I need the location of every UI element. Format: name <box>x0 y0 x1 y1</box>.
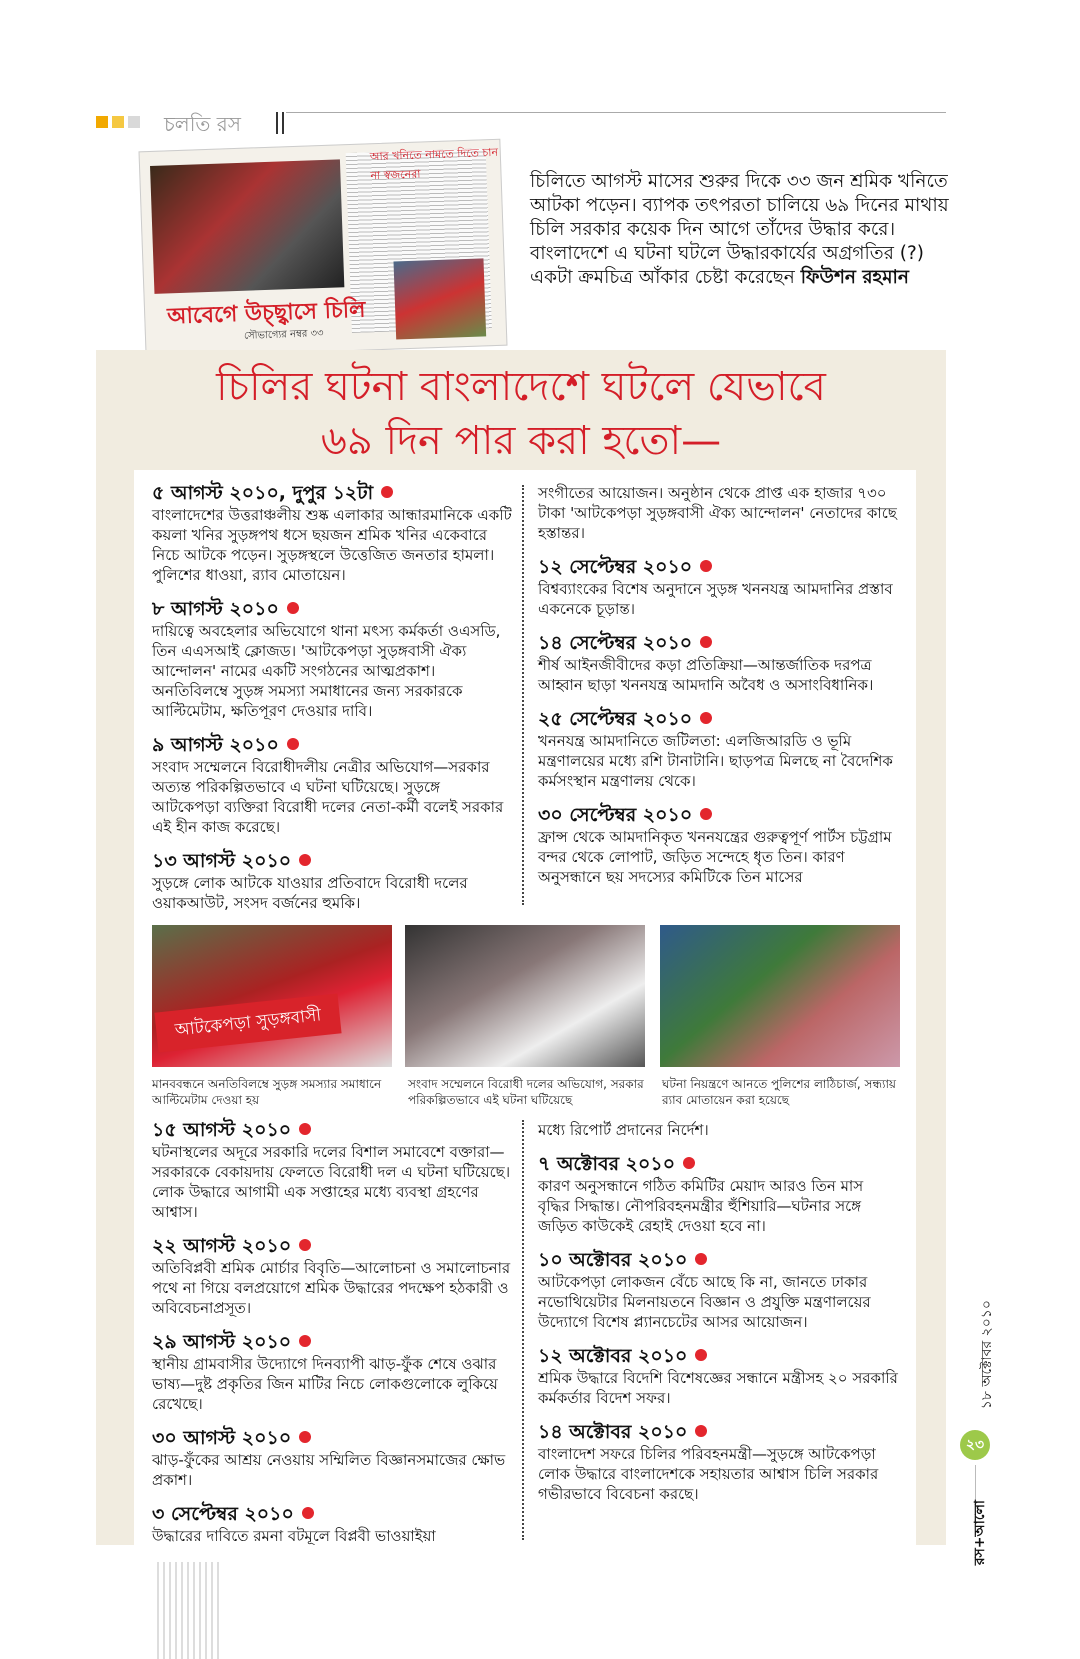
entry-text: ঘটনাস্থলের অদূরে সরকারি দলের বিশাল সমাবেশে বক্তারা—সরকারকে বেকায়দায় ফেলতে বিরোধী দল এ ঘটনা ঘটিয়েছে। লোক উদ্ধারে আগামী এক সপ্তাহের মধ্যে ব্যবস্থা গ্রহণের আশ্বাস। <box>152 1143 511 1221</box>
clipping-photo <box>393 258 486 339</box>
bullet-dot-icon <box>683 1157 695 1169</box>
entry-text: সংবাদ সম্মেলনে বিরোধীদলীয় নেত্রীর অভিযোগ—সরকার অত্যন্ত পরিকল্পিতভাবে এ ঘটনা ঘটিয়েছে। সুড়ঙ্গে আটকেপড়া ব্যক্তিরা বিরোধী দলের নেতা-কর্মী বলেই সরকার এই হীন কাজ করেছে। <box>152 758 504 836</box>
clipping-top-headline: আর খনিতে নামতে দিতে চান না স্বজনেরা <box>369 145 499 183</box>
entry-date <box>152 483 512 503</box>
entry-date <box>152 851 512 871</box>
timeline-column-lower-right <box>538 1120 898 1518</box>
entry-text: খননযন্ত্র আমদানিতে জটিলতা: এলজিআরডি ও ভূমি মন্ত্রণালয়ের মধ্যে রশি টানাটানি। ছাড়পত্র মিলছে না বৈদেশিক কর্মসংস্থান মন্ত্রণালয় থেকে। <box>538 732 893 790</box>
bullet-dot-icon <box>302 1507 314 1519</box>
entry-date-text: ৯ আগস্ট ২০১০ <box>152 734 279 756</box>
clipping-headline: আবেগে উচ্ছ্বাসে চিলি <box>166 297 366 330</box>
page-number: ২৩ <box>960 1430 990 1460</box>
bullet-dot-icon <box>299 1239 311 1251</box>
entry-date-text: ৫ আগস্ট ২০১০, দুপুর ১২টা <box>152 482 374 504</box>
entry-date-text: ১২ অক্টোবর ২০১০ <box>538 1345 688 1367</box>
bullet-dot-icon <box>695 1253 707 1265</box>
entry-date-text: ১২ সেপ্টেম্বর ২০১০ <box>538 556 693 578</box>
intro-text: চিলিতে আগস্ট মাসের শুরুর দিকে ৩৩ জন শ্রমিক খনিতে আটকা পড়েন। ব্যাপক তৎপরতা চালিয়ে ৬৯ দিনের মাথায় চিলি সরকার কয়েক দিন আগে তাঁদের উদ্ধার করে। বাংলাদেশে এ ঘটনা ঘটলে উদ্ধারকার্যের অগ্রগতির (?) একটা ক্রমচিত্র আঁকার চেষ্টা করেছেন <box>530 171 949 288</box>
timeline-entry <box>538 1346 898 1408</box>
photo-police-action <box>660 925 900 1067</box>
entry-date <box>538 633 898 653</box>
timeline-entry <box>152 1428 512 1490</box>
timeline-entry <box>538 1120 898 1140</box>
entry-date <box>538 1422 898 1442</box>
clipping-photo <box>150 159 344 294</box>
section-label: চলতি রস <box>164 112 241 136</box>
headline-line-2: ৬৯ দিন পার করা হতো— <box>320 418 722 464</box>
entry-date <box>538 1154 898 1174</box>
timeline-column-lower-left <box>152 1120 512 1560</box>
bullet-dot-icon <box>299 1335 311 1347</box>
entry-date-text: ২৯ আগস্ট ২০১০ <box>152 1331 292 1353</box>
entry-text: বাংলাদেশের উত্তরাঞ্চলীয় শুষ্ক এলাকার আন্ধারমানিকে একটি কয়লা খনির সুড়ঙ্গপথ ধসে ছয়জন শ্রমিক খনির একেবারে নিচে আটকে পড়েন। সুড়ঙ্গস্থলে উত্তেজিত জনতার হামলা। পুলিশের ধাওয়া, র‌্যাব মোতায়েন। <box>152 506 512 584</box>
entry-date-text: ৮ আগস্ট ২০১০ <box>152 598 279 620</box>
divider <box>286 112 946 113</box>
publication-name: রস+আলো <box>972 1500 988 1566</box>
bullet-dot-icon <box>700 808 712 820</box>
timeline-entry <box>152 1504 512 1546</box>
entry-date-text: ১৫ আগস্ট ২০১০ <box>152 1119 292 1141</box>
timeline-entry <box>152 1120 512 1222</box>
entry-text: সংগীতের আয়োজন। অনুষ্ঠান থেকে প্রাপ্ত এক হাজার ৭৩০ টাকা 'আটকেপড়া সুড়ঙ্গবাসী ঐক্য আন্দোলন' নেতাদের কাছে হস্তান্তর। <box>538 484 897 542</box>
timeline-entry <box>152 599 512 721</box>
protest-banner: আটকেপড়া সুড়ঙ্গবাসী <box>154 993 341 1052</box>
entry-text: কারণ অনুসন্ধানে গঠিত কমিটির মেয়াদ আরও তিন মাস বৃদ্ধির সিদ্ধান্ত। নৌপরিবহনমন্ত্রীর হুঁশিয়ারি—ঘটনার সঙ্গে জড়িত কাউকেই রেহাই দেওয়া হবে না। <box>538 1177 864 1235</box>
entry-date-text: ৭ অক্টোবর ২০১০ <box>538 1153 676 1175</box>
entry-text: মধ্যে রিপোর্ট প্রদানের নির্দেশ। <box>538 1121 709 1139</box>
timeline-entry <box>152 483 512 585</box>
bullet-dot-icon <box>695 1349 707 1361</box>
timeline-entry <box>538 709 898 791</box>
entry-date <box>152 1332 512 1352</box>
entry-date <box>152 599 512 619</box>
bullet-dot-icon <box>287 602 299 614</box>
entry-date <box>152 1236 512 1256</box>
photo-human-chain <box>152 925 392 1067</box>
clipping-sub-label: সৌভাগ্যের নম্বর ৩৩ <box>243 328 324 342</box>
entry-text: শীর্ষ আইনজীবীদের কড়া প্রতিক্রিয়া—আন্তর্জাতিক দরপত্র আহ্বান ছাড়া খননযন্ত্র আমদানি অবৈধ ও অসাংবিধানিক। <box>538 656 874 694</box>
entry-date <box>152 735 512 755</box>
entry-text: আটকেপড়া লোকজন বেঁচে আছে কি না, জানতে ঢাকার নভোথিয়েটার মিলনায়তনে বিজ্ঞান ও প্রযুক্তি মন্ত্রণালয়ের উদ্যোগে বিশেষ প্ল্যানচেটের আসর আয়োজন। <box>538 1273 871 1331</box>
entry-text: ঝাড়-ফুঁকের আশ্রয় নেওয়ায় সম্মিলিত বিজ্ঞানসমাজের ক্ষোভ প্রকাশ। <box>152 1451 506 1489</box>
entry-date-text: ৩০ আগস্ট ২০১০ <box>152 1427 292 1449</box>
bullet-dot-icon <box>700 560 712 572</box>
timeline-entry <box>538 483 898 543</box>
bullet-dot-icon <box>299 854 311 866</box>
entry-date <box>152 1120 512 1140</box>
bullet-dot-icon <box>299 1431 311 1443</box>
bullet-dot-icon <box>287 738 299 750</box>
timeline-entry <box>538 1154 898 1236</box>
timeline-entry <box>152 1236 512 1318</box>
accent-square <box>112 116 124 128</box>
entry-text: বিশ্বব্যাংকের বিশেষ অনুদানে সুড়ঙ্গ খননযন্ত্র আমদানির প্রস্তাব একনেকে চূড়ান্ত। <box>538 580 893 618</box>
timeline-entry <box>152 735 512 837</box>
timeline-entry <box>152 1332 512 1414</box>
issue-date: ১৮ অক্টোবর ২০১০ <box>979 1300 995 1410</box>
newspaper-clipping <box>138 139 507 359</box>
entry-text: বাংলাদেশ সফরে চিলির পরিবহনমন্ত্রী—সুড়ঙ্গে আটকেপড়া লোক উদ্ধারে বাংলাদেশকে সহায়তার আশ্বাস চিলি সরকার গভীরভাবে বিবেচনা করছে। <box>538 1445 879 1503</box>
entry-date-text: ১৪ সেপ্টেম্বর ২০১০ <box>538 632 693 654</box>
photo-caption: সংবাদ সম্মেলনে বিরোধী দলের অভিযোগ, সরকার পরিকল্পিতভাবে এই ঘটনা ঘটিয়েছে <box>408 1077 644 1107</box>
timeline-entry <box>538 1422 898 1504</box>
entry-date <box>538 1346 898 1366</box>
timeline-entry <box>538 633 898 695</box>
entry-date <box>538 557 898 577</box>
entry-date <box>152 1504 512 1524</box>
bullet-dot-icon <box>700 636 712 648</box>
photo-caption: ঘটনা নিয়ন্ত্রণে আনতে পুলিশের লাঠিচার্জ, সন্ধ্যায় র‌্যাব মোতায়েন করা হয়েছে <box>662 1077 897 1107</box>
bullet-dot-icon <box>381 486 393 498</box>
entry-date <box>538 709 898 729</box>
photo-caption: মানববন্ধনে অনতিবিলম্বে সুড়ঙ্গ সমস্যার সমাধানে আল্টিমেটাম দেওয়া হয় <box>152 1077 382 1107</box>
author-name: ফিউশন রহমান <box>800 267 909 288</box>
timeline-entry <box>538 1250 898 1332</box>
headline-line-1: চিলির ঘটনা বাংলাদেশে ঘটলে যেভাবে <box>216 364 826 410</box>
entry-date-text: ৩০ সেপ্টেম্বর ২০১০ <box>538 804 693 826</box>
timeline-column-upper-right <box>538 483 898 901</box>
entry-text: দায়িত্বে অবহেলার অভিযোগে থানা মৎস্য কর্মকর্তা ওএসডি, তিন এএসআই ক্লোজড। 'আটকেপড়া সুড়ঙ্গবাসী ঐক্য আন্দোলন' নামের একটি সংগঠনের আত্মপ্রকাশ। অনতিবিলম্বে সুড়ঙ্গ সমস্যা সমাধানের জন্য সরকারকে আল্টিমেটাম, ক্ষতিপূরণ দেওয়ার দাবি। <box>152 622 501 720</box>
entry-date-text: ১০ অক্টোবর ২০১০ <box>538 1249 688 1271</box>
divider <box>276 112 278 134</box>
entry-text: স্থানীয় গ্রামবাসীর উদ্যোগে দিনব্যাপী ঝাড়-ফুঁক শেষে ওঝার ভাষ্য—দুষ্ট প্রকৃতির জিন মাটির নিচে লোকগুলোকে লুকিয়ে রেখেছে। <box>152 1355 498 1413</box>
accent-square <box>96 116 108 128</box>
column-divider <box>522 485 524 905</box>
entry-text: উদ্ধারের দাবিতে রমনা বটমূলে বিপ্লবী ভাওয়াইয়া <box>152 1527 436 1545</box>
bullet-dot-icon <box>695 1425 707 1437</box>
entry-text: শ্রমিক উদ্ধারে বিদেশি বিশেষজ্ঞের সন্ধানে মন্ত্রীসহ ২০ সরকারি কর্মকর্তার বিদেশ সফর। <box>538 1369 898 1407</box>
photo-press-conference <box>405 925 645 1067</box>
section-header <box>96 110 946 136</box>
entry-date-text: ১৩ আগস্ট ২০১০ <box>152 850 292 872</box>
accent-square <box>128 116 140 128</box>
entry-date-text: ২৫ সেপ্টেম্বর ২০১০ <box>538 708 693 730</box>
entry-text: ফ্রান্স থেকে আমদানিকৃত খননযন্ত্রের গুরুত্বপূর্ণ পার্টস চট্টগ্রাম বন্দর থেকে লোপাট, জড়িত সন্দেহে ধৃত তিন। কারণ অনুসন্ধানে ছয় সদস্যের কমিটিকে তিন মাসের <box>538 828 892 886</box>
timeline-entry <box>538 805 898 887</box>
column-divider <box>522 1120 524 1540</box>
timeline-entry <box>538 557 898 619</box>
bullet-dot-icon <box>299 1123 311 1135</box>
intro-paragraph <box>530 170 950 290</box>
divider <box>282 112 284 134</box>
decorative-stripes <box>153 1562 221 1659</box>
entry-text: অতিবিপ্লবী শ্রমিক মোর্চার বিবৃতি—আলোচনা ও সমালোচনার পথে না গিয়ে বলপ্রয়োগে শ্রমিক উদ্ধারের পদক্ষেপ হঠকারী ও অবিবেচনাপ্রসূত। <box>152 1259 511 1317</box>
entry-text: সুড়ঙ্গে লোক আটকে যাওয়ার প্রতিবাদে বিরোধী দলের ওয়াকআউট, সংসদ বর্জনের হুমকি। <box>152 874 468 912</box>
entry-date-text: ২২ আগস্ট ২০১০ <box>152 1235 292 1257</box>
entry-date-text: ৩ সেপ্টেম্বর ২০১০ <box>152 1503 294 1525</box>
bullet-dot-icon <box>700 712 712 724</box>
timeline-column-upper-left <box>152 483 512 927</box>
entry-date-text: ১৪ অক্টোবর ২০১০ <box>538 1421 688 1443</box>
timeline-entry <box>152 851 512 913</box>
entry-date <box>152 1428 512 1448</box>
main-headline <box>96 360 946 468</box>
entry-date <box>538 805 898 825</box>
entry-date <box>538 1250 898 1270</box>
